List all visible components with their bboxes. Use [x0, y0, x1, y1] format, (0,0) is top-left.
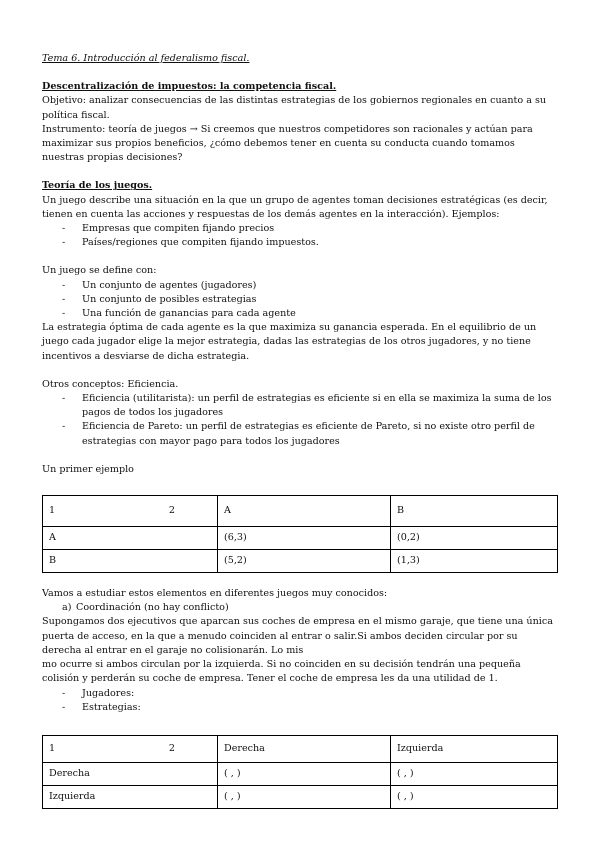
table-header-players: [43, 735, 218, 762]
definition-intro: Un juego se define con:: [42, 265, 157, 277]
list-item: - Eficiencia de Pareto: un perfil de estrategias es eficiente de Pareto, si no existe otro perfil de estrategias con mayor pago para todos los jugadores: [42, 420, 558, 448]
table-cell: ( , ): [391, 762, 558, 785]
games-list: [42, 601, 558, 615]
table-column-header: Izquierda: [391, 735, 558, 762]
player-1-label: 1: [49, 742, 56, 754]
table-row-label: Izquierda: [43, 785, 218, 808]
table-column-header: A: [218, 496, 391, 527]
game-intro-paragraph: Un juego describe una situación en la que un grupo de agentes toman decisiones estratégicas (es decir, tienen en cuenta las acciones y respuestas de los demás agentes en la interacción). Ejemplos:: [42, 194, 548, 220]
list-item: - Un conjunto de agentes (jugadores): [42, 279, 558, 293]
player-1-label: 1: [49, 504, 56, 516]
payoff-table-1: [42, 495, 558, 573]
player-2-label: 2: [168, 504, 175, 516]
payoff-table-2: [42, 735, 558, 809]
table-row: [43, 785, 558, 808]
list-marker: a): [62, 602, 72, 614]
table-cell: (0,2): [391, 527, 558, 550]
player-2-label: 2: [168, 742, 175, 754]
examples-list: [42, 222, 558, 250]
table-cell: (1,3): [391, 550, 558, 573]
objective-paragraph: Objetivo: analizar consecuencias de las distintas estrategias de los gobiernos regionales en cuanto a su política fiscal.: [42, 95, 547, 121]
table-cell: ( , ): [218, 785, 391, 808]
section-heading-decentralization: Descentralización de impuestos: la competencia fiscal.: [42, 81, 337, 93]
first-example-label: Un primer ejemplo: [42, 463, 134, 475]
other-concepts-intro: Otros conceptos: Eficiencia.: [42, 378, 179, 390]
coordination-paragraph-2: mo ocurre si ambos circulan por la izquierda. Si no coinciden en su decisión tendrán una pequeña colisión y perderán su coche de empresa. Tener el coche de empresa les da una utilidad de 1.: [42, 659, 521, 685]
table-column-header: Derecha: [218, 735, 391, 762]
coordination-paragraph-1: Supongamos dos ejecutivos que aparcan sus coches de empresa en el mismo garaje, que tiene una única puerta de acceso, en la que a menudo coinciden al entrar o salir.Si ambos deciden circular por su derecha al entrar en el garaje no colisionarán. Lo mis: [42, 616, 553, 656]
table-row: [43, 550, 558, 573]
table-column-header: B: [391, 496, 558, 527]
list-item: - Estrategias:: [42, 701, 558, 715]
table-cell: (5,2): [218, 550, 391, 573]
document-title: Tema 6. Introducción al federalismo fiscal.: [42, 53, 250, 64]
table-cell: (6,3): [218, 527, 391, 550]
efficiency-list: [42, 392, 558, 449]
list-item: - Empresas que compiten fijando precios: [42, 222, 558, 236]
optimal-strategy-paragraph: La estrategia óptima de cada agente es la que maximiza su ganancia esperada. En el equilibrio de un juego cada jugador elige la mejor estrategia, dadas las estrategias de los otros jugadores, y no tiene incentivos a desviarse de dicha estrategia.: [42, 322, 537, 362]
table-row-label: Derecha: [43, 762, 218, 785]
definition-list: [42, 279, 558, 322]
list-item: [42, 601, 558, 615]
coordination-elements-list: [42, 687, 558, 715]
table-row: [43, 762, 558, 785]
table-row-label: B: [43, 550, 218, 573]
list-item: - Una función de ganancias para cada agente: [42, 307, 558, 321]
list-item: - Jugadores:: [42, 687, 558, 701]
table-cell: ( , ): [218, 762, 391, 785]
list-item: - Eficiencia (utilitarista): un perfil de estrategias es eficiente si en ella se maximiza la suma de los pagos de todos los jugadores: [42, 392, 558, 420]
list-item-text: Coordinación (no hay conflicto): [76, 602, 229, 614]
document-page: [42, 52, 558, 809]
table-row: [43, 527, 558, 550]
table-header-players: [43, 496, 218, 527]
table-row-label: A: [43, 527, 218, 550]
instrument-paragraph: Instrumento: teoría de juegos → Si creemos que nuestros competidores son racionales y actúan para maximizar sus propios beneficios, ¿cómo debemos tener en cuenta su conducta cuando tomamos nuestras propias decisiones?: [42, 123, 533, 164]
section-heading-game-theory: Teoría de los juegos.: [42, 180, 153, 192]
list-item: - Países/regiones que compiten fijando impuestos.: [42, 236, 558, 250]
table-cell: ( , ): [391, 785, 558, 808]
games-intro: Vamos a estudiar estos elementos en diferentes juegos muy conocidos:: [42, 588, 388, 600]
list-item: - Un conjunto de posibles estrategias: [42, 293, 558, 307]
